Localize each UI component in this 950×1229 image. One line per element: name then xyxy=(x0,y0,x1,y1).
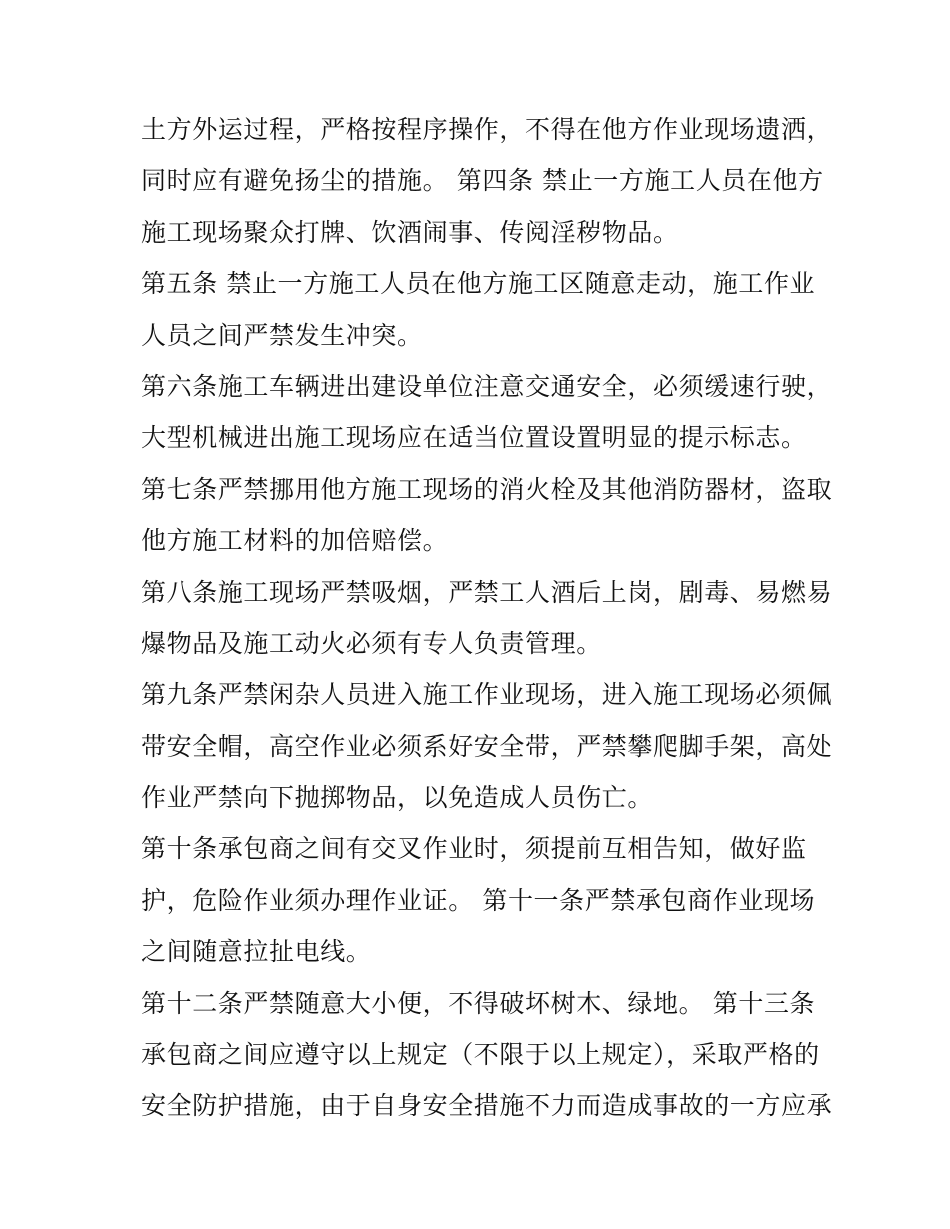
text-line: 第六条施工车辆进出建设单位注意交通安全，必须缓速行驶， xyxy=(141,371,833,401)
text-line: 第七条严禁挪用他方施工现场的消火栓及其他消防器材，盗取 xyxy=(141,474,833,504)
text-line: 爆物品及施工动火必须有专人负责管理。 xyxy=(141,628,602,658)
text-line: 同时应有避免扬尘的措施。 第四条 禁止一方施工人员在他方 xyxy=(141,166,824,196)
document-body xyxy=(141,104,833,1132)
text-line: 第十二条严禁随意大小便，不得破坏树木、绿地。 第十三条 xyxy=(141,988,816,1018)
text-line: 作业严禁向下抛掷物品，以免造成人员伤亡。 xyxy=(141,783,654,813)
text-line: 施工现场聚众打牌、饮酒闹事、传阅淫秽物品。 xyxy=(141,217,679,247)
text-line: 之间随意拉扯电线。 xyxy=(141,937,372,967)
text-line: 承包商之间应遵守以上规定（不限于以上规定），采取严格的 xyxy=(141,1040,820,1070)
text-line: 带安全帽，高空作业必须系好安全带，严禁攀爬脚手架，高处 xyxy=(141,731,833,761)
text-line: 护，危险作业须办理作业证。 第十一条严禁承包商作业现场 xyxy=(141,885,816,915)
text-line: 第九条严禁闲杂人员进入施工作业现场，进入施工现场必须佩 xyxy=(141,680,833,710)
text-line: 他方施工材料的加倍赔偿。 xyxy=(141,526,449,556)
text-line: 安全防护措施，由于自身安全措施不力而造成事故的一方应承 xyxy=(141,1091,833,1121)
text-line: 第十条承包商之间有交叉作业时，须提前互相告知，做好监 xyxy=(141,834,807,864)
text-line: 大型机械进出施工现场应在适当位置设置明显的提示标志。 xyxy=(141,423,807,453)
text-line: 第五条 禁止一方施工人员在他方施工区随意走动，施工作业 xyxy=(141,269,816,299)
text-line: 第八条施工现场严禁吸烟，严禁工人酒后上岗，剧毒、易燃易 xyxy=(141,577,833,607)
text-line: 人员之间严禁发生冲突。 xyxy=(141,320,423,350)
text-line: 土方外运过程，严格按程序操作，不得在他方作业现场遗洒， xyxy=(141,115,833,144)
